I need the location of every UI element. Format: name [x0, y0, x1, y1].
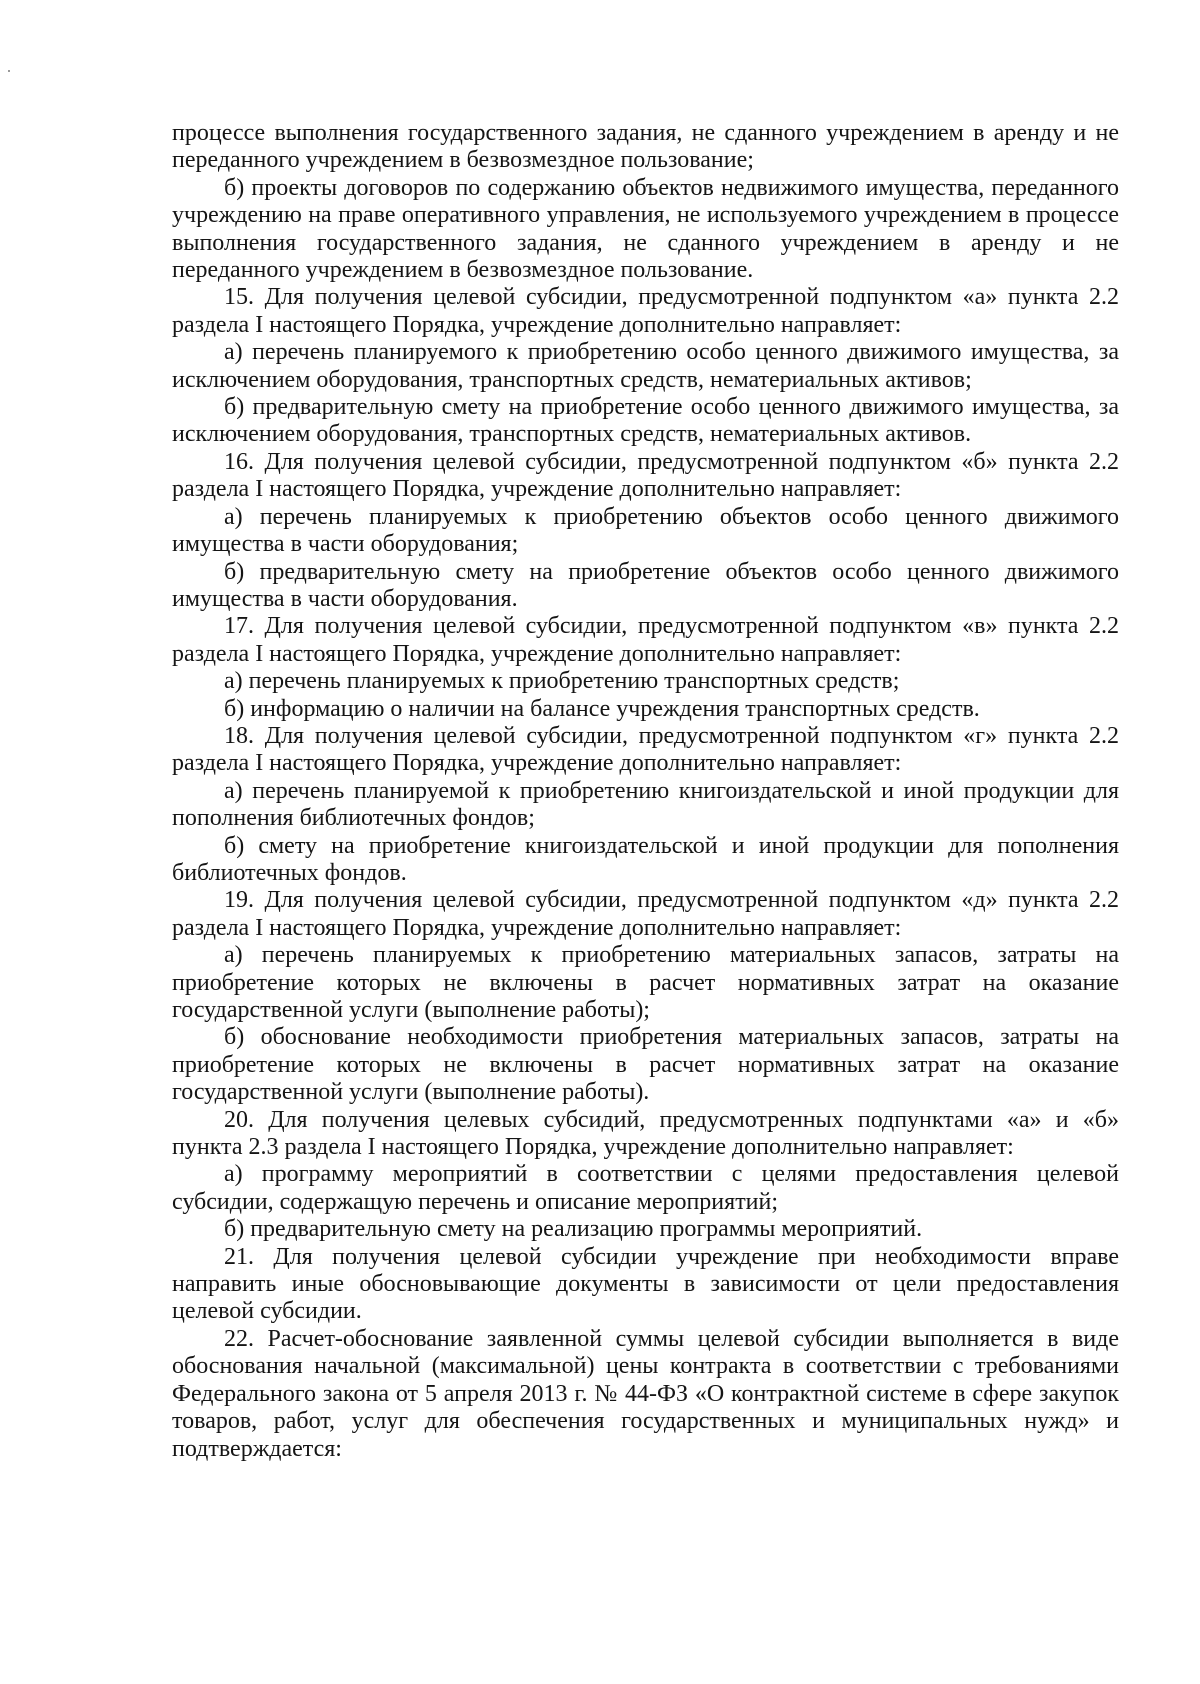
paragraph-18a: а) перечень планируемой к приобретению книгоиздательской и иной продукции для пополнения библиотечных фондов;	[172, 777, 1119, 832]
paragraph-18b: б) смету на приобретение книгоиздательской и иной продукции для пополнения библиотечных фондов.	[172, 832, 1119, 886]
paragraph-17: 17. Для получения целевой субсидии, предусмотренной подпунктом «в» пункта 2.2 раздела I настоящего Порядка, учреждение дополнительно направляет:	[172, 613, 1119, 667]
paragraph-22: 22. Расчет-обоснование заявленной суммы целевой субсидии выполняется в виде обоснования начальной (максимальной) цены контракта в соответствии с требованиями Федерального закона от 5 апреля 2013 г. № 44-ФЗ «О контрактной системе в сфере закупок товаров, работ, услуг для обеспечения государственных и муниципальных нужд» и подтверждается:	[172, 1325, 1119, 1462]
paragraph-21: 21. Для получения целевой субсидии учреждение при необходимости вправе направить иные обосновывающие документы в зависимости от цели предоставления целевой субсидии.	[172, 1243, 1119, 1325]
paragraph-20b: б) предварительную смету на реализацию программы мероприятий.	[224, 1216, 923, 1243]
paragraph-14b: б) проекты договоров по содержанию объектов недвижимого имущества, переданного учреждению на праве оперативного управления, не используемого учреждением в процессе выполнения государственного задания, не сданного учреждением в аренду и не переданного учреждением в безвозмездное пользование.	[172, 174, 1119, 284]
paragraph-19: 19. Для получения целевой субсидии, предусмотренной подпунктом «д» пункта 2.2 раздела I настоящего Порядка, учреждение дополнительно направляет:	[172, 887, 1119, 941]
paragraph-20a: а) программу мероприятий в соответствии с целями предоставления целевой субсидии, содержащую перечень и описание мероприятий;	[172, 1161, 1119, 1215]
scan-artifact	[8, 70, 10, 72]
paragraph-17a: а) перечень планируемых к приобретению транспортных средств;	[224, 668, 900, 695]
paragraph-16a: а) перечень планируемых к приобретению объектов особо ценного движимого имущества в части оборудования;	[172, 503, 1119, 558]
paragraph-15a: а) перечень планируемого к приобретению особо ценного движимого имущества, за исключением оборудования, транспортных средств, нематериальных активов;	[172, 339, 1119, 393]
paragraph-19a: а) перечень планируемых к приобретению материальных запасов, затраты на приобретение которых не включены в расчет нормативных затрат на оказание государственной услуги (выполнение работы);	[172, 942, 1119, 1023]
paragraph-16: 16. Для получения целевой субсидии, предусмотренной подпунктом «б» пункта 2.2 раздела I настоящего Порядка, учреждение дополнительно направляет:	[172, 448, 1119, 503]
paragraph-17b: б) информацию о наличии на балансе учреждения транспортных средств.	[224, 695, 980, 722]
paragraph-20: 20. Для получения целевых субсидий, предусмотренных подпунктами «а» и «б» пункта 2.3 раздела I настоящего Порядка, учреждение дополнительно направляет:	[172, 1106, 1119, 1161]
paragraph-19b: б) обоснование необходимости приобретения материальных запасов, затраты на приобретение которых не включены в расчет нормативных затрат на оказание государственной услуги (выполнение работы).	[172, 1024, 1119, 1106]
paragraph-16b: б) предварительную смету на приобретение объектов особо ценного движимого имущества в части оборудования.	[172, 558, 1119, 612]
document-body	[172, 120, 1119, 1463]
paragraph-15b: б) предварительную смету на приобретение особо ценного движимого имущества, за исключением оборудования, транспортных средств, нематериальных активов.	[172, 394, 1119, 448]
paragraph-15: 15. Для получения целевой субсидии, предусмотренной подпунктом «а» пункта 2.2 раздела I настоящего Порядка, учреждение дополнительно направляет:	[172, 284, 1119, 338]
paragraph-18: 18. Для получения целевой субсидии, предусмотренной подпунктом «г» пункта 2.2 раздела I настоящего Порядка, учреждение дополнительно направляет:	[172, 722, 1119, 777]
paragraph-continuation: процессе выполнения государственного задания, не сданного учреждением в аренду и не переданного учреждением в безвозмездное пользование;	[172, 120, 1119, 174]
